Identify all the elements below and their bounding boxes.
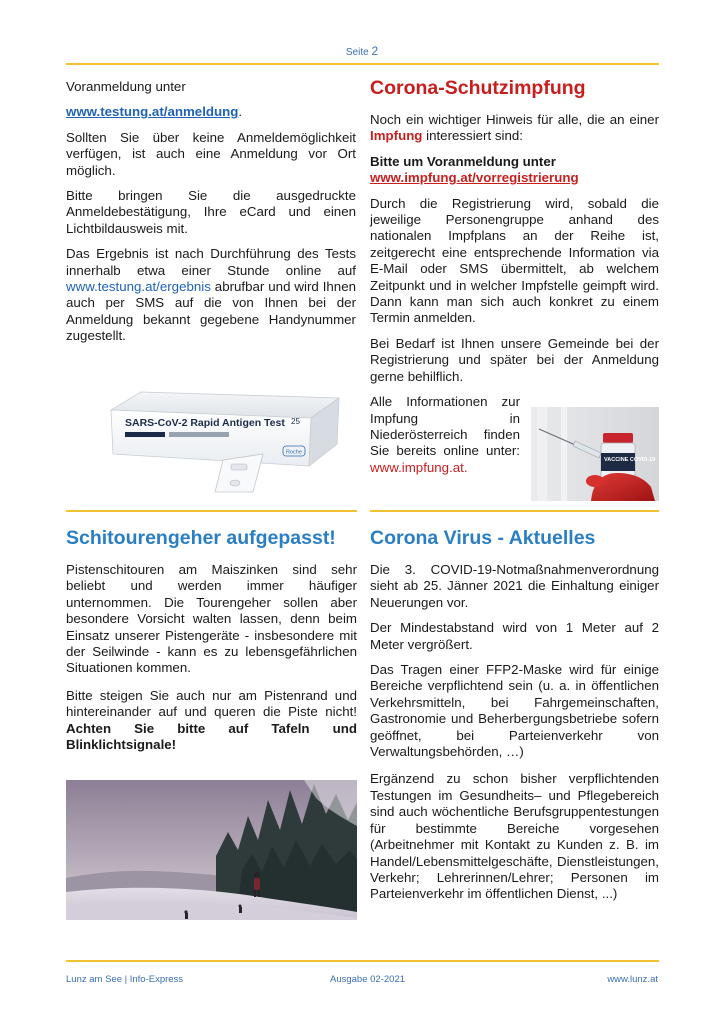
- kit-brand: Roche: [286, 449, 302, 456]
- page-header: [0, 44, 724, 58]
- registration-process-text: Durch die Registrierung wird, sobald die jeweilige Personengruppe anhand des nationalen Impfplans an der Reihe ist, zeitgerecht eine entsprechende Information via E-Mail oder SMS übermittelt, ab welchem Zeitpunkt und in welcher Impfstelle geimpft wird. Dann kann man sich auch konkret zu einem Termin anmelden.: [370, 195, 659, 326]
- kit-count: 25: [291, 417, 300, 426]
- testing-text: Ergänzend zu schon bisher verpflichtenden Testungen im Gesundheits– und Pflegebereich sind auch wöchentliche Berufsgruppentestungen für bestimmte Bereiche vorgesehen (Arbeitnehmer mit Kontakt zu Kunden z. B. im Handel/Lebensmittelgeschäfte, Dienstleistungen, Verkehr; Lehrerinnen/Lehrer; Personen im Parteienverkehr im öffentlichen Dienst, ...): [370, 771, 659, 902]
- test-kit-illustration: [103, 388, 343, 493]
- footer-issue: Ausgabe 02-2021: [330, 974, 406, 985]
- ski-touring-text: Pistenschitouren am Maiszinken sind sehr beliebt und werden immer häufiger unternommen. Die Tourengeher sollen aber besondere Vorsicht walten lassen, denn beim Einsatz unserer Pistengeräte - insbesondere mit der Seilwinde - kann es zu lebensgefährlichen Situationen kommen.: [66, 562, 357, 676]
- vaccination-intro: [370, 112, 659, 145]
- vaccination-title: Corona-Schutzimpfung: [370, 77, 586, 99]
- distance-rule-text: Der Mindestabstand wird von 1 Meter auf 2 Meter vergrößert.: [370, 620, 659, 652]
- ffp2-mask-text: Das Tragen einer FFP2-Maske wird für einige Bereiche verpflichtend sein (u. a. in öffentlichen Verkehrsmitteln, bei Fahrgemeinschaften, Gastronomie und Beherbergungsbetriebe sofern geöffnet, bei Parteienverkehr von Verwaltungsbehörden, …): [370, 662, 659, 760]
- result-text: [66, 246, 356, 344]
- kit-label: SARS-CoV-2 Rapid Antigen Test: [125, 417, 285, 429]
- footer-left: Lunz am See | Info-Express: [66, 974, 184, 985]
- rapid-antigen-test-image: [103, 388, 343, 493]
- page-label: Seite: [345, 47, 369, 58]
- ski-touring-warning-bold: Achten Sie bitte auf Tafeln und Blinklichtsignale!: [66, 720, 357, 753]
- preregistration-block: [370, 154, 659, 187]
- footer-website[interactable]: www.lunz.at: [607, 974, 658, 985]
- footer-rule: [66, 960, 659, 962]
- section-rule-right: [370, 510, 659, 512]
- result-text-a: Das Ergebnis ist nach Durchführung des Tests innerhalb etwa einer Stunde online auf: [66, 246, 356, 278]
- testung-ergebnis-link[interactable]: www.testung.at/ergebnis: [66, 279, 211, 295]
- impfung-vorregistrierung-link[interactable]: www.impfung.at/vorregistrierung: [370, 170, 579, 186]
- ski-touring-warning: [66, 688, 357, 754]
- ski-slope-illustration: [66, 780, 357, 920]
- result-text-b: abrufbar und wird Ihnen auch per SMS auf die von Ihnen bei der Anmeldung bekannt gegebene Handynummer zugestellt.: [66, 279, 356, 344]
- online-info-text: [370, 394, 520, 476]
- ski-touring-warning-a: Bitte steigen Sie auch nur am Pistenrand und hintereinander auf und queren die Piste nicht!: [66, 687, 357, 720]
- corona-regulation-text: Die 3. COVID-19-Notmaßnahmenverordnung sieht ab 25. Jänner 2021 die Einhaltung einiger Neuerungen vor.: [370, 562, 659, 610]
- right-bottom-column: [370, 527, 659, 912]
- vaccination-keyword: Impfung: [370, 128, 423, 144]
- left-bottom-column: [66, 527, 357, 762]
- testung-anmeldung-link[interactable]: www.testung.at/anmeldung: [66, 104, 239, 120]
- online-info-text-a: Alle Informationen zur Impfung in Niederösterreich finden Sie bereits online unter:: [370, 394, 520, 459]
- registration-intro: Voranmeldung unter: [66, 79, 186, 94]
- vaccination-intro-a: Noch ein wichtiger Hinweis für alle, die an einer: [370, 112, 659, 127]
- header-rule: [66, 63, 659, 65]
- vaccine-vial-illustration: [531, 407, 659, 501]
- municipality-help-text: Bei Bedarf ist Ihnen unsere Gemeinde bei der Registrierung und später bei der Anmeldung gerne behilflich.: [370, 335, 659, 384]
- vaccination-intro-b: interessiert sind:: [422, 128, 523, 144]
- link-suffix: .: [238, 104, 243, 120]
- vial-label: VACCINE COVID-19: [604, 457, 656, 463]
- impfung-link[interactable]: www.impfung.at.: [370, 459, 468, 475]
- corona-news-title: Corona Virus - Aktuelles: [370, 527, 596, 549]
- info-with-image: [370, 394, 520, 476]
- vaccine-photo: [531, 407, 659, 501]
- documents-text: Bitte bringen Sie die ausgedruckte Anmeldebestätigung, Ihre eCard und einen Lichtbildausweis mit.: [66, 188, 356, 236]
- registration-link-paragraph: [66, 104, 356, 120]
- page-number: 2: [371, 44, 379, 58]
- ski-touring-title: Schitourengeher aufgepasst!: [66, 527, 336, 549]
- left-top-column: [66, 79, 356, 354]
- ski-slope-photo: [66, 780, 357, 920]
- preregistration-label: Bitte um Voranmeldung unter: [370, 153, 556, 169]
- section-rule-left: [66, 510, 357, 512]
- on-site-registration-text: Sollten Sie über keine Anmeldemöglichkeit verfügen, ist auch eine Anmeldung vor Ort möglich.: [66, 129, 356, 178]
